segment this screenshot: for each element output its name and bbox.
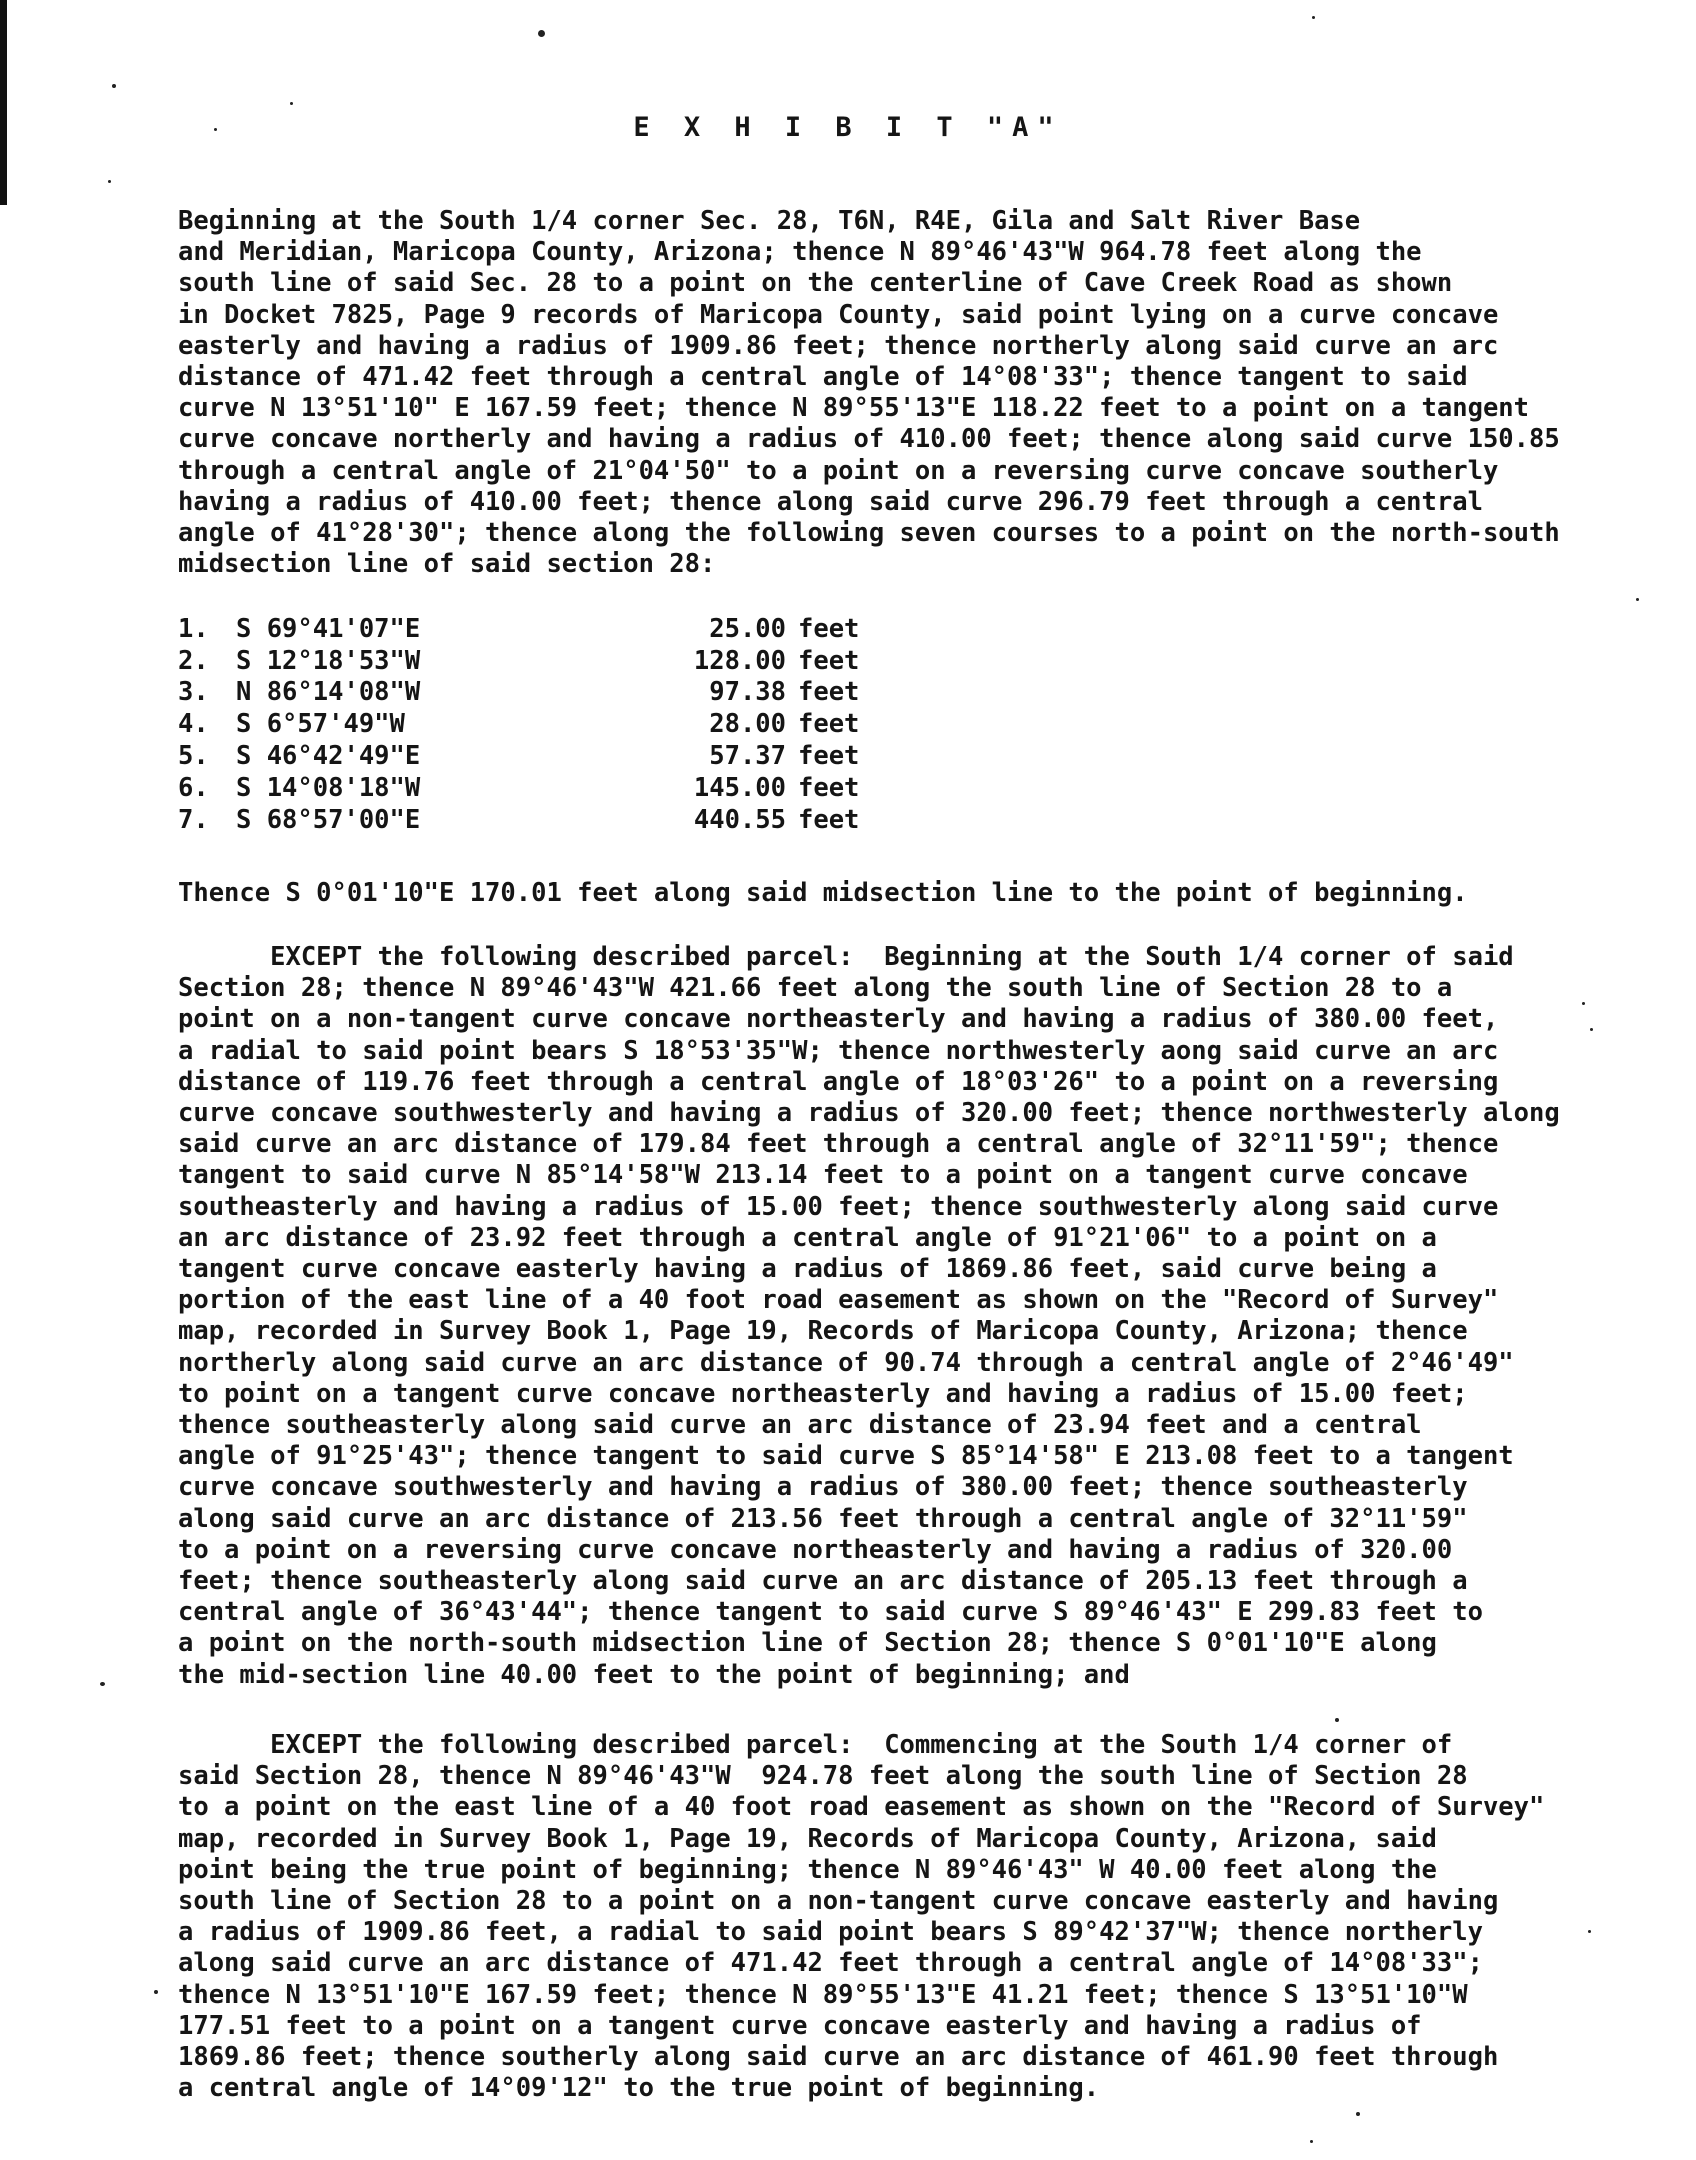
second-exception-paragraph: EXCEPT the following described parcel: Commencing at the South 1/4 corner of said Section 28, thence N 89°46'43"W 924.78 feet along the south line of Section 28 to a point on the east line of a 40 foot road easement as shown on the "Record of Survey" map, recorded in Survey Book 1, Page 19, Records of Maricopa County, Arizona, said point being the true point of beginning; thence N 89°46'43" W 40.00 feet along the south line of Section 28 to a point on a non-tangent curve concave easterly and having a radius of 1909.86 feet, a radial to said point bears S 89°42'37"W; thence northerly along said curve an arc distance of 471.42 feet through a central angle of 14°08'33"; thence N 13°51'10"E 167.59 feet; thence N 89°55'13"E 41.21 feet; thence S 13°51'10"W 177.51 feet to a point on a tangent curve concave easterly and having a radius of 1869.86 feet; thence southerly along said curve an arc distance of 461.90 feet through a central angle of 14°09'12" to the true point of beginning. (178, 1730, 1545, 2104)
scan-speck (154, 1990, 158, 1994)
closing-course-paragraph: Thence S 0°01'10"E 170.01 feet along said midsection line to the point of beginning. (178, 878, 1468, 908)
scan-speck (1582, 1002, 1585, 1005)
course-distance: 25.00 (709, 613, 786, 644)
course-distance: 145.00 (693, 772, 786, 803)
course-distance: 128.00 (693, 645, 786, 676)
scan-speck (1312, 16, 1315, 19)
scan-speck (112, 84, 116, 88)
course-bearing: S 46°42'49"E (236, 741, 421, 772)
exhibit-title: E X H I B I T "A" (633, 112, 1063, 143)
course-row (178, 740, 918, 772)
course-unit: feet (798, 741, 860, 772)
scan-edge-mark (0, 0, 7, 205)
scan-speck (1636, 598, 1639, 601)
course-distance: 97.38 (709, 677, 786, 708)
scan-speck (1310, 2140, 1313, 2143)
course-unit: feet (798, 709, 860, 740)
scan-speck (290, 102, 293, 105)
course-number: 5. (178, 741, 209, 772)
course-unit: feet (798, 772, 860, 803)
course-number: 6. (178, 772, 209, 803)
scan-speck (108, 180, 111, 183)
scan-speck (100, 1682, 105, 1686)
course-number: 1. (178, 613, 209, 644)
course-bearing: S 6°57'49"W (236, 709, 405, 740)
legal-description-paragraph: Beginning at the South 1/4 corner Sec. 28, T6N, R4E, Gila and Salt River Base and Meridian, Maricopa County, Arizona; thence N 89°46'43"W 964.78 feet along the south line of said Sec. 28 to a point on the centerline of Cave Creek Road as shown in Docket 7825, Page 9 records of Maricopa County, said point lying on a curve concave easterly and having a radius of 1909.86 feet; thence northerly along said curve an arc distance of 471.42 feet through a central angle of 14°08'33"; thence tangent to said curve N 13°51'10" E 167.59 feet; thence N 89°55'13"E 118.22 feet to a point on a tangent curve concave northerly and having a radius of 410.00 feet; thence along said curve 150.85 through a central angle of 21°04'50" to a point on a reversing curve concave southerly having a radius of 410.00 feet; thence along said curve 296.79 feet through a central angle of 41°28'30"; thence along the following seven courses to a point on the north-south midsection line of said section 28: (178, 206, 1560, 580)
course-unit: feet (798, 804, 860, 835)
course-row (178, 645, 918, 677)
course-unit: feet (798, 677, 860, 708)
course-unit: feet (798, 645, 860, 676)
course-bearing: S 68°57'00"E (236, 804, 421, 835)
course-number: 4. (178, 709, 209, 740)
course-distance: 28.00 (709, 709, 786, 740)
course-number: 7. (178, 804, 209, 835)
scan-speck (1356, 2112, 1360, 2116)
course-bearing: N 86°14'08"W (236, 677, 421, 708)
first-exception-paragraph: EXCEPT the following described parcel: Beginning at the South 1/4 corner of said Section 28; thence N 89°46'43"W 421.66 feet along the south line of Section 28 to a point on a non-tangent curve concave northeasterly and having a radius of 380.00 feet, a radial to said point bears S 18°53'35"W; thence northwesterly aong said curve an arc distance of 119.76 feet through a central angle of 18°03'26" to a point on a reversing curve concave southwesterly and having a radius of 320.00 feet; thence northwesterly along said curve an arc distance of 179.84 feet through a central angle of 32°11'59"; thence tangent to said curve N 85°14'58"W 213.14 feet to a point on a tangent curve concave southeasterly and having a radius of 15.00 feet; thence southwesterly along said curve an arc distance of 23.92 feet through a central angle of 91°21'06" to a point on a tangent curve concave easterly having a radius of 1869.86 feet, said curve being a portion of the east line of a 40 foot road easement as shown on the "Record of Survey" map, recorded in Survey Book 1, Page 19, Records of Maricopa County, Arizona; thence northerly along said curve an arc distance of 90.74 through a central angle of 2°46'49" to point on a tangent curve concave northeasterly and having a radius of 15.00 feet; thence southeasterly along said curve an arc distance of 23.94 feet and a central angle of 91°25'43"; thence tangent to said curve S 85°14'58" E 213.08 feet to a tangent curve concave southwesterly and having a radius of 380.00 feet; thence southeasterly along said curve an arc distance of 213.56 feet through a central angle of 32°11'59" to a point on a reversing curve concave northeasterly and having a radius of 320.00 feet; thence southeasterly along said curve an arc distance of 205.13 feet through a central angle of 36°43'44"; thence tangent to said curve S 89°46'43" E 299.83 feet to a point on the north-south midsection line of Section 28; thence S 0°01'10"E along the mid-section line 40.00 feet to the point of beginning; and (178, 942, 1560, 1690)
course-bearing: S 14°08'18"W (236, 772, 421, 803)
scan-speck (538, 30, 545, 37)
course-number: 2. (178, 645, 209, 676)
scan-speck (1335, 1718, 1339, 1722)
course-row (178, 677, 918, 709)
scan-speck (1590, 1028, 1593, 1031)
course-bearing: S 12°18'53"W (236, 645, 421, 676)
course-row (178, 804, 918, 836)
course-bearing: S 69°41'07"E (236, 613, 421, 644)
course-number: 3. (178, 677, 209, 708)
course-row (178, 772, 918, 804)
courses-list (178, 613, 918, 836)
course-unit: feet (798, 613, 860, 644)
course-distance: 440.55 (693, 804, 786, 835)
course-row (178, 708, 918, 740)
course-row (178, 613, 918, 645)
scan-speck (1588, 1930, 1591, 1933)
course-distance: 57.37 (709, 741, 786, 772)
